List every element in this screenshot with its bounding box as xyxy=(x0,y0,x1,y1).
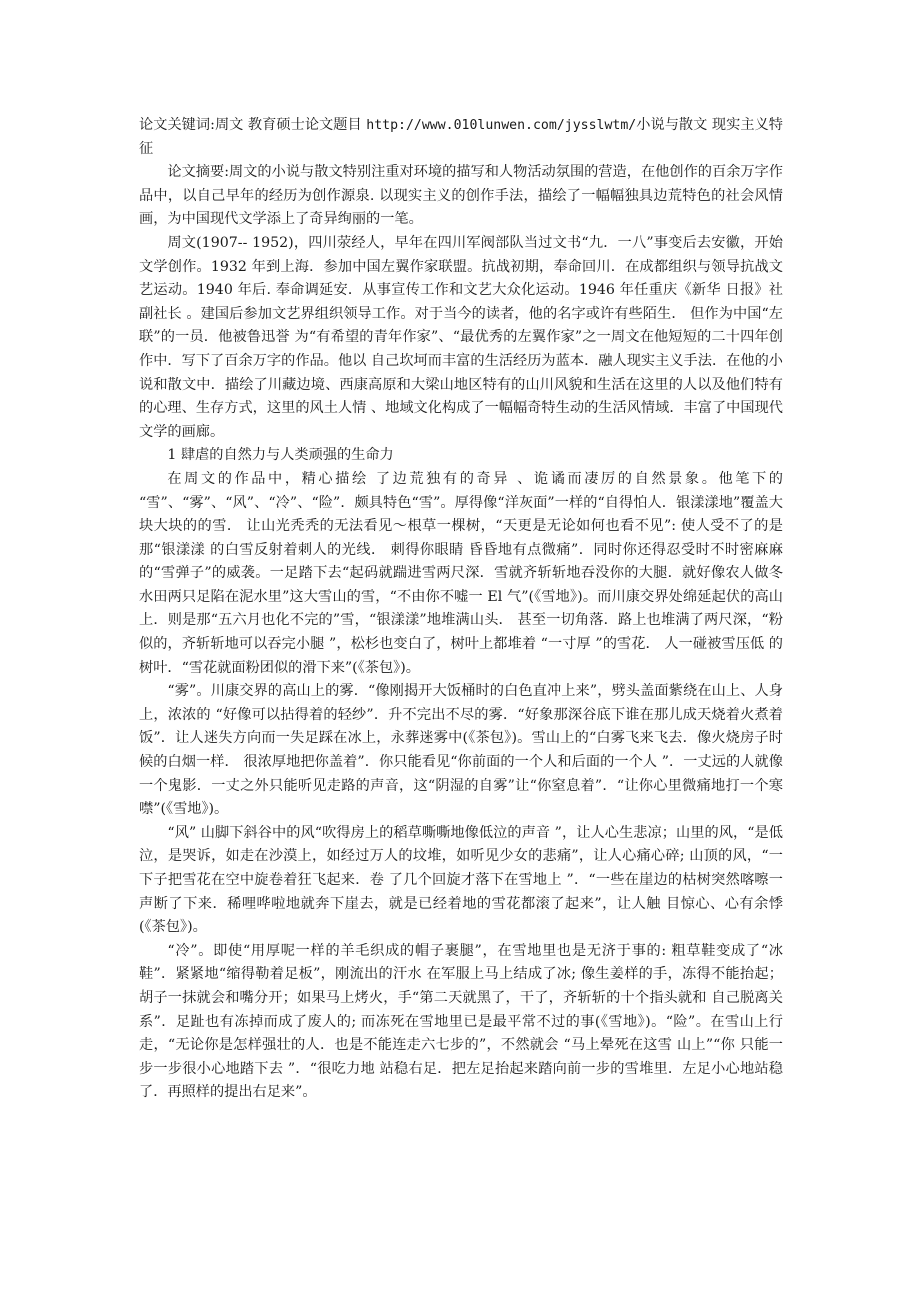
body-paragraph-snow: 在周文的作品中，精心描绘 了边荒独有的奇异 、诡谲而凄厉的自然景象。他笔下的 “雪”、“雾”、“风”、“冷”、“险”．颇具特色“雪”。厚得像“洋灰面”一样的“自得怕人．银漾漾地”覆盖大块大块的的雪． 让山光秃秃的无法看见～根草一棵树，“天更是无论如何也看不见”: 使人受不了的是那“银漾漾 的白雪反射着刺人的光线． 刺得你眼睛 昏昏地有点微痛”．同时你还得忍受时不时密麻麻的“雪弹子”的威袭。一足踏下去“起码就踹进雪两尺深．雪就齐斩斩地吞没你的大腿．就好像农人做冬水田两只足陷在泥水里”这大雪山的雪，“不由你不嘘一 El 气”(《雪地》)。而川康交界处绵延起伏的高山上．则是那“五六月也化不完的”雪，“银漾漾”地堆满山头． 甚至一切角落．路上也堆满了两尺深，“粉似的，齐斩斩地可以吞完小腿 ”，松杉也变白了，树叶上都堆着 “一寸厚 ”的雪花． 人一碰被雪压低 的树叶．“雪花就面粉团似的滑下来”(《茶包》)。 xyxy=(139,470,783,676)
keywords-line xyxy=(139,114,783,161)
document-page xyxy=(139,114,783,1105)
keywords-items: 周文 教育硕士论文题目 xyxy=(214,117,362,133)
abstract-paragraph xyxy=(139,161,783,232)
abstract-label: 论文摘要: xyxy=(167,164,229,181)
body-paragraph-wind: “风” 山脚下斜谷中的风“吹得房上的稻草嘶嘶地像低泣的声音 ”，让人心生悲凉；山里的风，“是低泣，是哭诉，如走在沙漠上，如经过万人的坟堆，如听见少女的悲痛”，让人心痛心碎; 山顶的风，“一下子把雪花在空中旋卷着狂飞起来．卷 了几个回旋才落下在雪地上 ”．“一些在崖边的枯树突然喀嚓一声断了下来．稀哩哗啦地就奔下崖去，就是已经着地的雪花都滚了起来”，让人触 目惊心、心有余悸(《茶包》)。 xyxy=(139,824,783,936)
section-heading: 1 肆虐的自然力与人类顽强的生命力 xyxy=(167,447,394,464)
abstract-text: 周文的小说与散文特别注重对环境的描写和人物活动氛围的营造，在他创作的百余万字作品中，以自己早年的经历为创作源泉. 以现实主义的创作手法，描绘了一幅幅独具边荒特色的社会风情画，为中国现代文学添上了奇异绚丽的一笔。 xyxy=(139,164,783,228)
keywords-label: 论文关键词: xyxy=(139,117,215,133)
intro-paragraph: 周文(1907-- 1952)，四川荥经人，早年在四川军阀部队当过文书“九．一八”事变后去安徽，开始文学创作。1932 年到上海．参加中国左翼作家联盟。抗战初期，奉命回川．在成都组织与领导抗战文艺运动。1940 年后. 奉命调延安．从事宣传工作和文艺大众化运动。1946 年任重庆《新华 日报》社副社长 。建国后参加文艺界组织领导工作。对于当今的读者，他的名字或许有些陌生． 但作为中国“左联”的一员．他被鲁迅誉 为“有希望的青年作家”、“最优秀的左翼作家”之一周文在他短短的二十四年创作中．写下了百余万字的作品。他以 自己坎坷而丰富的生活经历为蓝本．融人现实主义手法．在他的小说和散文中．描绘了川藏边境、西康高原和大梁山地区特有的山川风貌和生活在这里的人以及他们特有的心理、生存方式，这里的风土人情 、地域文化构成了一幅幅奇特生动的生活风情域．丰富了中国现代文学的画廊。 xyxy=(139,234,783,440)
keywords-items-tail: 小说与散文 现实主义特征 xyxy=(139,117,783,157)
source-url-link[interactable]: http://www.010lunwen.com/jysslwtm/ xyxy=(366,118,637,133)
body-paragraph-cold: “冷”。即使“用厚呢一样的羊毛织成的帽子裹腿”，在雪地里也是无济于事的: 粗草鞋变成了“冰鞋”．紧紧地“缩得勒着足板”，刚流出的汗水 在军服上马上结成了冰; 像生姜样的手，冻得不能抬起；胡子一抹就会和嘴分开；如果马上烤火，手“第二天就黑了，干了，齐斩斩的十个指头就和 自己脱离关系”．足趾也有冻掉而成了废人的; 而冻死在雪地里已是最平常不过的事(《雪地》)。“险”。在雪山上行走，“无论你是怎样强壮的人．也是不能连走六七步的”，不然就会 “马上晕死在这雪 山上”“你 只能一步一步很小心地踏下去 ”．“很吃力地 站稳右足．把左足抬起来踏向前一步的雪堆里．左足小心地站稳了．再照样的提出右足来”。 xyxy=(139,942,783,1101)
body-paragraph-fog: “雾”。川康交界的高山上的雾．“像刚揭开大饭桶时的白色直冲上来”，劈头盖面紫绕在山上、人身上，浓浓的 “好像可以拈得着的轻纱”．升不完出不尽的雾．“好象那深谷底下谁在那儿成天烧着火煮着饭”．让人迷失方向而一失足踩在冰上，永葬迷雾中(《茶包》)。雪山上的“白雾飞来飞去．像火烧房子时候的白烟一样． 很浓厚地把你盖着”．你只能看见“你前面的一个人和后面的一个人 ”．一丈远的人就像一个鬼影．一丈之外只能听见走路的声音，这“阴湿的自雾”让“你窒息着”．“让你心里微痛地打一个寒噤”(《雪地》)。 xyxy=(139,683,783,818)
